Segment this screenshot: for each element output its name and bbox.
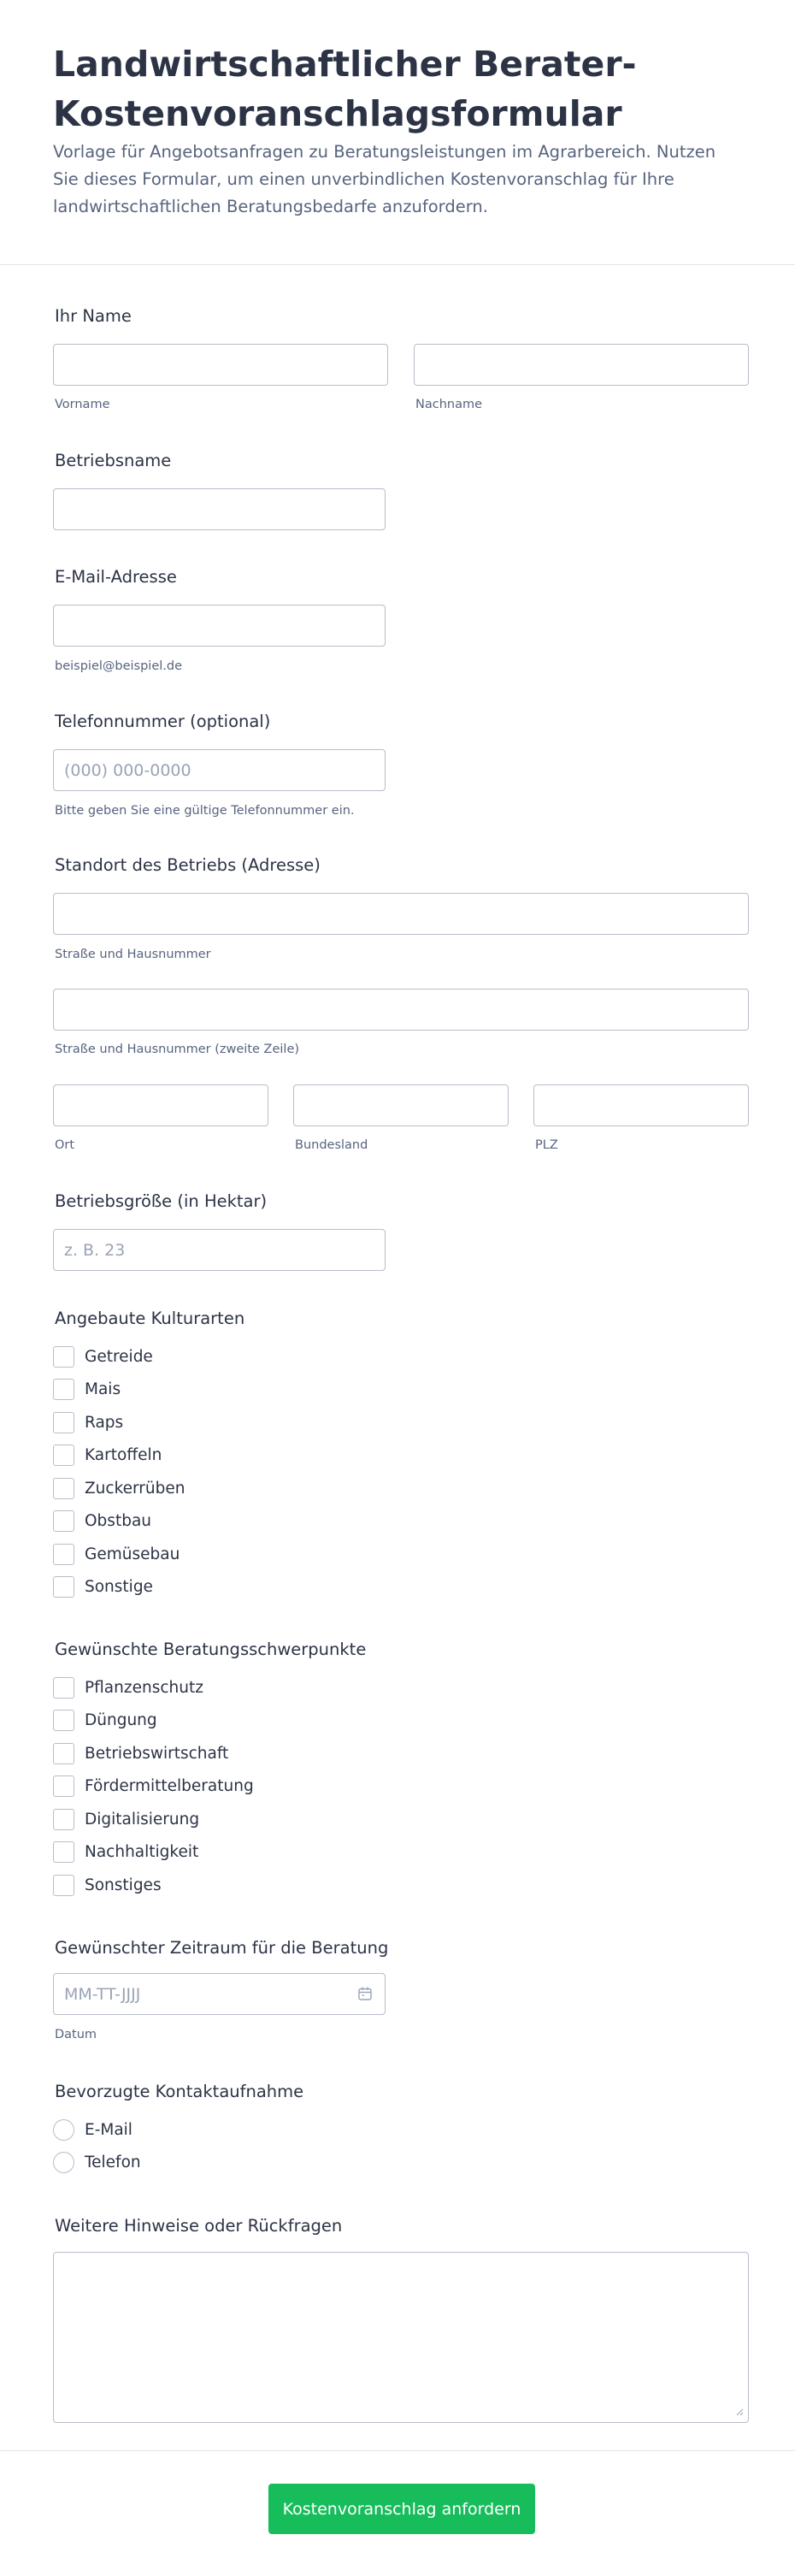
form-header: [0, 0, 795, 265]
focus-option[interactable]: Sonstiges: [53, 1874, 162, 1896]
timeframe-label: Gewünschter Zeitraum für die Beratung: [55, 1938, 389, 1958]
crop-option[interactable]: Sonstige: [53, 1575, 153, 1598]
checkbox[interactable]: [53, 1809, 74, 1830]
checkbox[interactable]: [53, 1875, 74, 1896]
radio-button[interactable]: [53, 2152, 74, 2173]
last-name-sublabel: Nachname: [415, 398, 483, 411]
city-input[interactable]: [53, 1084, 268, 1126]
checkbox[interactable]: [53, 1775, 74, 1797]
first-name-sublabel: Vorname: [55, 398, 110, 411]
email-sublabel: beispiel@beispiel.de: [55, 659, 183, 673]
notes-label: Weitere Hinweise oder Rückfragen: [55, 2216, 343, 2236]
crop-option[interactable]: Zuckerrüben: [53, 1477, 185, 1499]
focus-option[interactable]: Pflanzenschutz: [53, 1676, 203, 1699]
submit-button[interactable]: Kostenvoranschlag anfordern: [268, 2484, 535, 2534]
form-description: Vorlage für Angebotsanfragen zu Beratungsleistungen im Agrarbereich. Nutzen Sie dieses Formular, um einen unverbindlichen Kostenvoranschlag für Ihre landwirtschaftlichen Beratungsbedarfe anzufordern.: [53, 142, 716, 216]
resize-handle-icon[interactable]: [735, 2408, 744, 2416]
crop-option[interactable]: Getreide: [53, 1345, 153, 1368]
divider: [0, 2450, 795, 2451]
focus-option[interactable]: Düngung: [53, 1709, 157, 1731]
email-label: E-Mail-Adresse: [55, 567, 177, 587]
contact-option-phone[interactable]: Telefon: [53, 2151, 141, 2173]
crop-option[interactable]: Raps: [53, 1411, 123, 1433]
address-label: Standort des Betriebs (Adresse): [55, 855, 321, 875]
phone-input[interactable]: [53, 749, 386, 791]
zip-input[interactable]: [533, 1084, 749, 1126]
address-line1-input[interactable]: [53, 893, 749, 935]
phone-label: Telefonnummer (optional): [55, 712, 271, 731]
checkbox[interactable]: [53, 1379, 74, 1400]
notes-textarea[interactable]: [53, 2252, 749, 2423]
checkbox[interactable]: [53, 1743, 74, 1764]
focus-label: Gewünschte Beratungsschwerpunkte: [55, 1640, 367, 1659]
focus-option[interactable]: Nachhaltigkeit: [53, 1840, 198, 1863]
company-label: Betriebsname: [55, 451, 172, 470]
state-input[interactable]: [293, 1084, 509, 1126]
focus-option[interactable]: Digitalisierung: [53, 1808, 199, 1830]
checkbox[interactable]: [53, 1710, 74, 1731]
phone-sublabel: Bitte geben Sie eine gültige Telefonnummer ein.: [55, 804, 355, 818]
farm-size-label: Betriebsgröße (in Hektar): [55, 1191, 268, 1211]
crops-label: Angebaute Kulturarten: [55, 1309, 245, 1328]
zip-sublabel: PLZ: [535, 1138, 558, 1152]
city-sublabel: Ort: [55, 1138, 75, 1152]
checkbox[interactable]: [53, 1478, 74, 1499]
state-sublabel: Bundesland: [295, 1138, 368, 1152]
focus-option[interactable]: Fördermittelberatung: [53, 1775, 254, 1797]
checkbox[interactable]: [53, 1510, 74, 1532]
checkbox[interactable]: [53, 1841, 74, 1863]
farm-size-input[interactable]: [53, 1229, 386, 1271]
contact-label: Bevorzugte Kontaktaufnahme: [55, 2082, 304, 2101]
name-label: Ihr Name: [55, 306, 132, 326]
crop-option[interactable]: Mais: [53, 1378, 121, 1400]
focus-option[interactable]: Betriebswirtschaft: [53, 1742, 228, 1764]
crop-option[interactable]: Obstbau: [53, 1510, 151, 1532]
date-input[interactable]: [53, 1973, 386, 2015]
checkbox[interactable]: [53, 1445, 74, 1466]
checkbox[interactable]: [53, 1346, 74, 1368]
form-title: Landwirtschaftlicher Berater-Kostenvoranschlagsformular: [53, 44, 637, 134]
checkbox[interactable]: [53, 1412, 74, 1433]
address-line2-sublabel: Straße und Hausnummer (zweite Zeile): [55, 1043, 300, 1056]
address-line2-input[interactable]: [53, 989, 749, 1031]
checkbox[interactable]: [53, 1544, 74, 1565]
checkbox[interactable]: [53, 1677, 74, 1699]
crop-option[interactable]: Kartoffeln: [53, 1444, 162, 1466]
calendar-icon[interactable]: [357, 1986, 373, 2001]
date-sublabel: Datum: [55, 2028, 97, 2041]
crop-option[interactable]: Gemüsebau: [53, 1543, 180, 1565]
email-input[interactable]: [53, 605, 386, 647]
address-line1-sublabel: Straße und Hausnummer: [55, 948, 211, 961]
last-name-input[interactable]: [414, 344, 749, 386]
checkbox[interactable]: [53, 1576, 74, 1598]
first-name-input[interactable]: [53, 344, 388, 386]
company-input[interactable]: [53, 488, 386, 530]
contact-option-email[interactable]: E-Mail: [53, 2118, 132, 2141]
radio-button[interactable]: [53, 2119, 74, 2141]
